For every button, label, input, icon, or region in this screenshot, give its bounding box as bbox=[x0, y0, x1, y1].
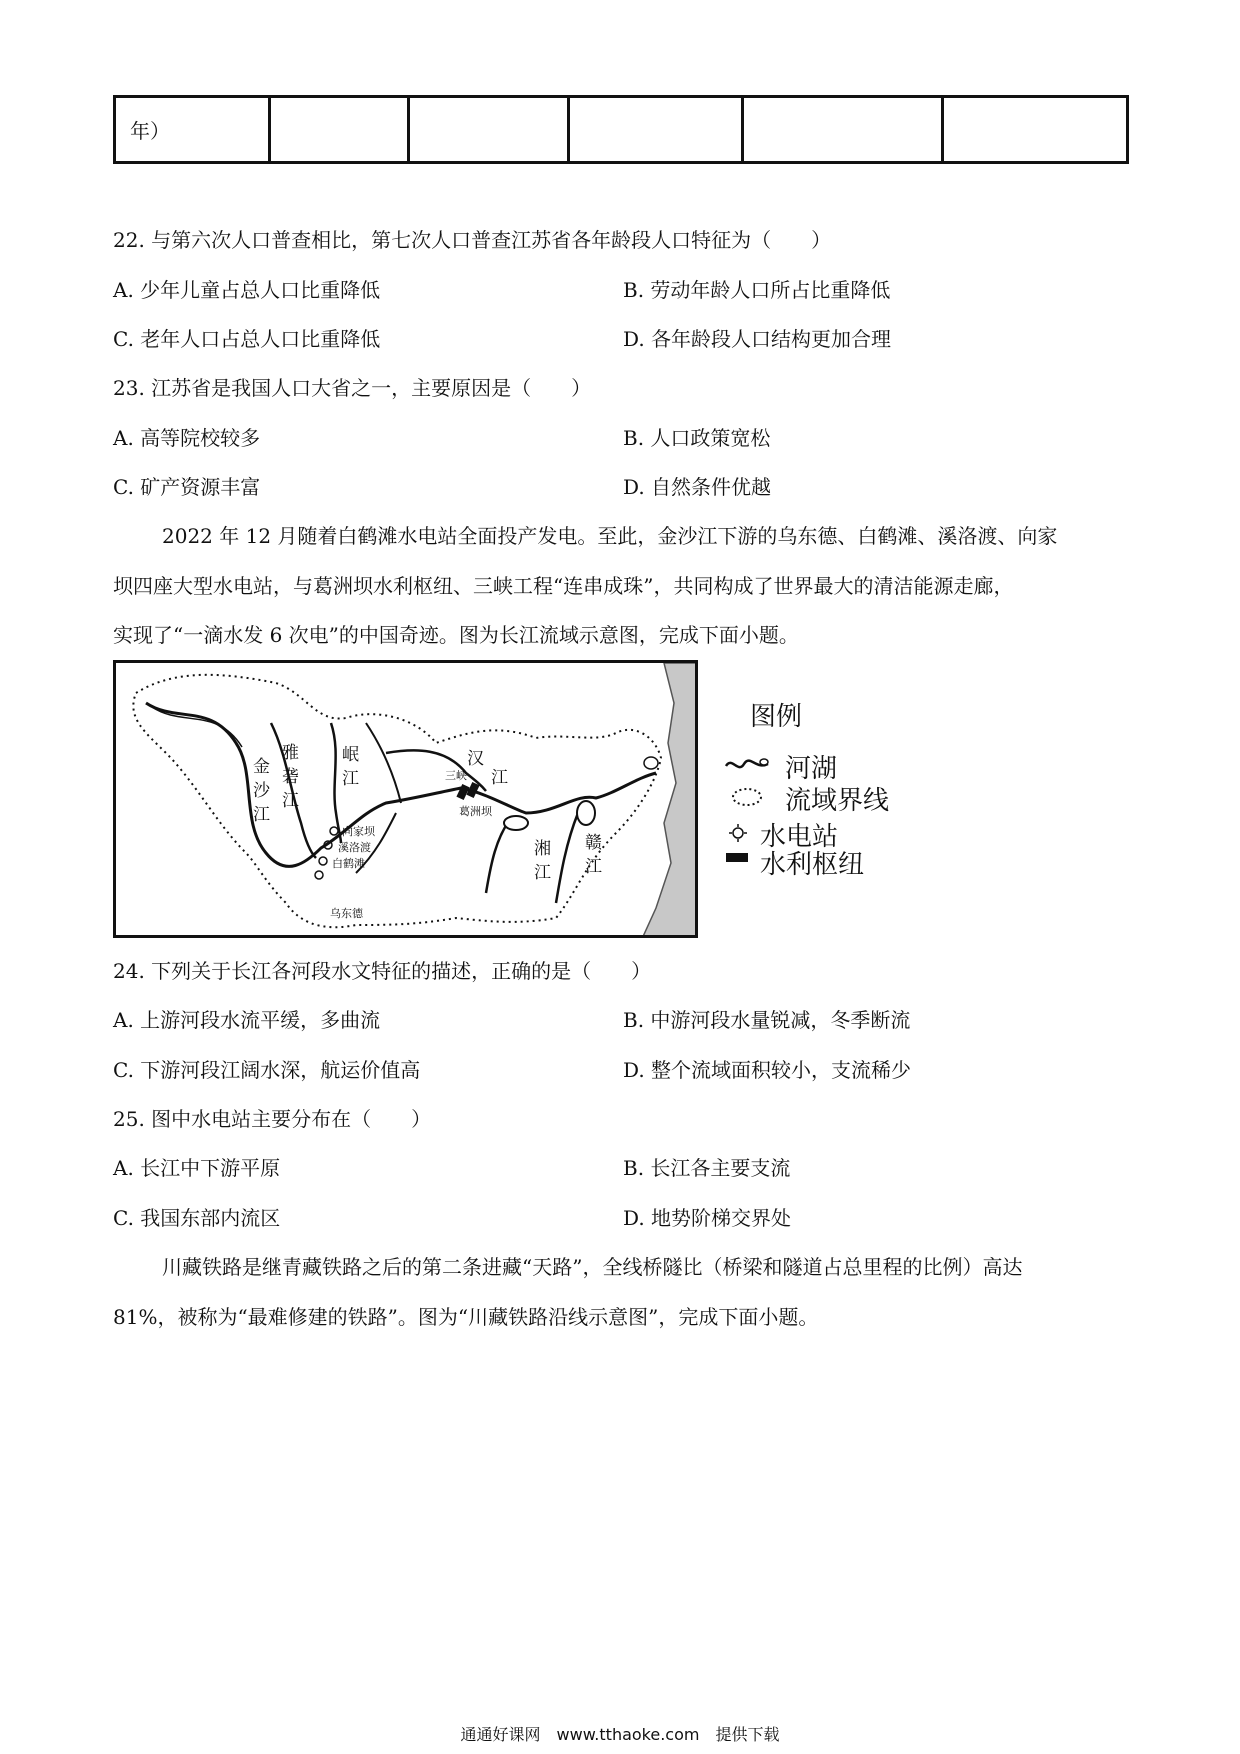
question-22-option-c: C. 老年人口占总人口比重降低 bbox=[113, 327, 381, 351]
poyang-lake bbox=[577, 801, 595, 825]
question-24-option-d: D. 整个流域面积较小，支流稀少 bbox=[623, 1058, 912, 1082]
table-cell bbox=[943, 97, 1128, 163]
passage-2-line-2: 81%，被称为“最难修建的铁路”。图为“川藏铁路沿线示意图”，完成下面小题。 bbox=[113, 1305, 819, 1329]
page-footer: 通通好课网 www.tthaoke.com 提供下载 bbox=[460, 1725, 780, 1744]
dongting-lake bbox=[504, 816, 528, 830]
map-label-han-2: 江 bbox=[491, 768, 508, 788]
map-label-wudongde: 乌东德 bbox=[330, 907, 363, 920]
station-icon-baihetan bbox=[319, 857, 327, 865]
station-icon-wudongde bbox=[315, 871, 323, 879]
water-hub-icon bbox=[726, 853, 748, 862]
map-label-gan: 赣 江 bbox=[585, 833, 602, 877]
question-22-option-d: D. 各年龄段人口结构更加合理 bbox=[623, 327, 892, 351]
hydropower-station-icon bbox=[728, 823, 748, 847]
map-label-xiang: 湘 江 bbox=[534, 839, 551, 883]
question-23-option-b: B. 人口政策宽松 bbox=[623, 426, 771, 450]
question-23-option-a: A. 高等院校较多 bbox=[113, 426, 261, 450]
map-label-jinsha: 金 沙 江 bbox=[253, 757, 270, 825]
question-22-stem: 22. 与第六次人口普查相比，第七次人口普查江苏省各年龄段人口特征为（ ） bbox=[113, 228, 832, 252]
map-label-xiluodu: 溪洛渡 bbox=[338, 841, 371, 854]
legend-river-lake: 河湖 bbox=[785, 754, 838, 784]
tai-lake bbox=[644, 757, 658, 769]
boundary-icon bbox=[730, 786, 764, 812]
map-drawing bbox=[116, 663, 698, 938]
question-24-option-a: A. 上游河段水流平缓，多曲流 bbox=[113, 1008, 381, 1032]
question-24-option-c: C. 下游河段江阔水深，航运价值高 bbox=[113, 1058, 421, 1082]
legend-station: 水电站 bbox=[760, 822, 839, 852]
table-cell bbox=[743, 97, 943, 163]
map-label-gezhouba: 葛洲坝 bbox=[459, 805, 492, 818]
question-25-option-a: A. 长江中下游平原 bbox=[113, 1156, 281, 1180]
question-23-option-d: D. 自然条件优越 bbox=[623, 475, 772, 499]
river-lake-icon bbox=[724, 752, 770, 780]
passage-1-line-2: 坝四座大型水电站，与葛洲坝水利枢纽、三峡工程“连串成珠”，共同构成了世界最大的清洁能源走廊， bbox=[113, 574, 1014, 598]
question-25-option-c: C. 我国东部内流区 bbox=[113, 1206, 281, 1230]
station-icon-xiangjiaba bbox=[330, 827, 338, 835]
passage-2-line-1: 川藏铁路是继青藏铁路之后的第二条进藏“天路”，全线桥隧比（桥梁和隧道占总里程的比例）高达 bbox=[162, 1255, 1023, 1279]
xiang-river bbox=[486, 818, 511, 893]
map-label-sanxia: 三峡 bbox=[445, 769, 467, 782]
min-river bbox=[331, 723, 341, 843]
table-cell: 年） bbox=[115, 97, 270, 163]
passage-1-line-1: 2022 年 12 月随着白鹤滩水电站全面投产发电。至此，金沙江下游的乌东德、白鹤滩、溪洛渡、向家 bbox=[162, 524, 1058, 548]
passage-1-line-3: 实现了“一滴水发 6 次电”的中国奇迹。图为长江流域示意图，完成下面小题。 bbox=[113, 623, 799, 647]
legend-boundary: 流域界线 bbox=[785, 786, 890, 816]
table-cell bbox=[270, 97, 409, 163]
question-22-option-b: B. 劳动年龄人口所占比重降低 bbox=[623, 278, 891, 302]
question-24-option-b: B. 中游河段水量锐减，冬季断流 bbox=[623, 1008, 911, 1032]
jialing-river bbox=[366, 723, 401, 803]
legend-title: 图例 bbox=[750, 702, 803, 732]
gan-river bbox=[556, 813, 578, 903]
map-label-min: 岷 江 bbox=[342, 745, 359, 789]
map-label-xiangjiaba: 向家坝 bbox=[342, 825, 375, 838]
question-23-option-c: C. 矿产资源丰富 bbox=[113, 475, 261, 499]
question-25-option-d: D. 地势阶梯交界处 bbox=[623, 1206, 792, 1230]
table-cell bbox=[409, 97, 569, 163]
map-label-yalong: 雅 砻 江 bbox=[282, 743, 299, 811]
legend-hub: 水利枢纽 bbox=[760, 850, 865, 880]
question-24-stem: 24. 下列关于长江各河段水文特征的描述，正确的是（ ） bbox=[113, 959, 652, 983]
question-25-stem: 25. 图中水电站主要分布在（ ） bbox=[113, 1107, 432, 1131]
question-25-option-b: B. 长江各主要支流 bbox=[623, 1156, 791, 1180]
question-23-stem: 23. 江苏省是我国人口大省之一，主要原因是（ ） bbox=[113, 376, 592, 400]
sea-area bbox=[641, 663, 698, 938]
yangtze-basin-map bbox=[113, 660, 698, 938]
data-table-fragment bbox=[113, 95, 1129, 164]
map-label-han-1: 汉 bbox=[467, 749, 484, 769]
map-label-baihetan: 白鹤滩 bbox=[332, 857, 365, 870]
question-22-option-a: A. 少年儿童占总人口比重降低 bbox=[113, 278, 381, 302]
table-cell bbox=[569, 97, 743, 163]
hub-icon-sanxia bbox=[456, 784, 469, 800]
